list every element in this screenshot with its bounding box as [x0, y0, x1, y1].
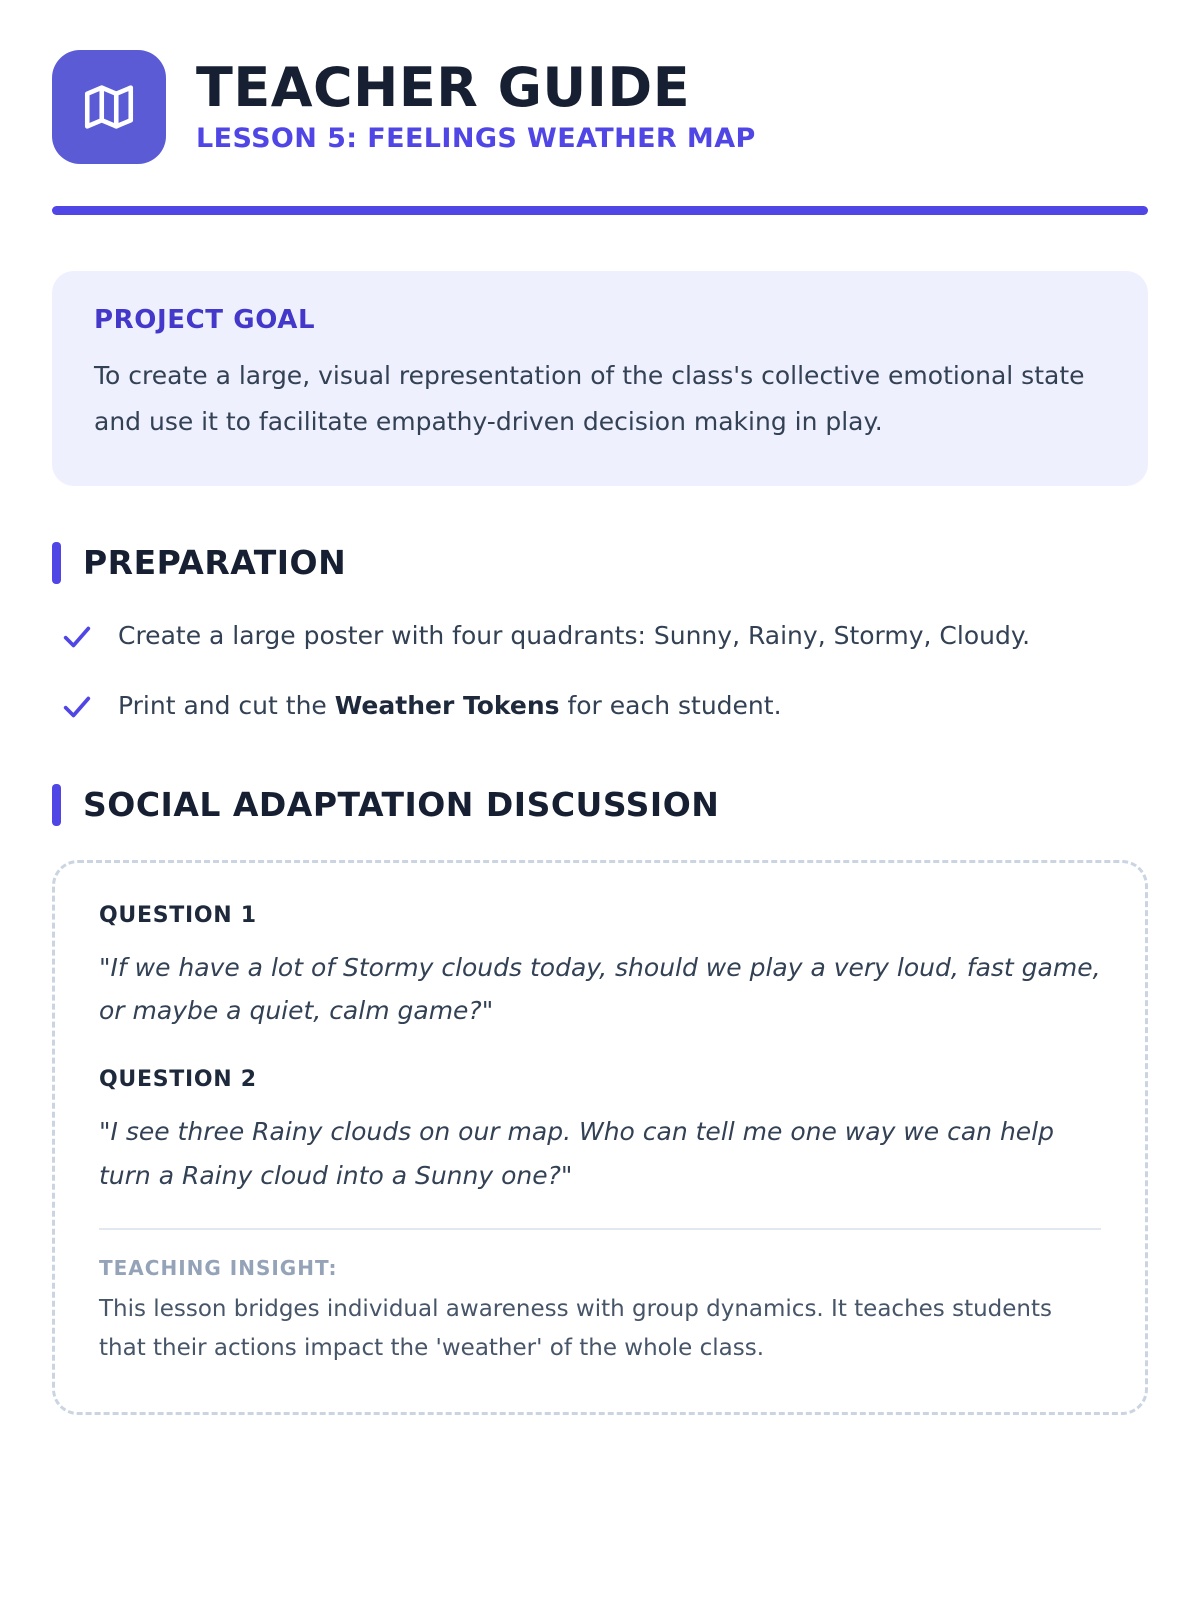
- preparation-item-2-highlight: Weather Tokens: [334, 690, 560, 720]
- discussion-box: [52, 860, 1148, 1415]
- preparation-heading: [52, 542, 1148, 584]
- project-goal-card: [52, 271, 1148, 486]
- logo-badge: [52, 50, 166, 164]
- title-block: [196, 56, 756, 154]
- list-item: [52, 688, 1148, 728]
- check-icon: [60, 620, 94, 658]
- check-icon: [60, 690, 94, 728]
- list-item: [52, 618, 1148, 658]
- page-title: TEACHER GUIDE: [196, 56, 691, 120]
- question-1-label: QUESTION 1: [99, 902, 257, 928]
- discussion-title: SOCIAL ADAPTATION DISCUSSION: [83, 785, 720, 824]
- section-accent-bar: [52, 784, 61, 826]
- teaching-insight-text: This lesson bridges individual awareness with group dynamics. It teaches students that their actions impact the 'weather' of the whole class.: [99, 1295, 1052, 1361]
- project-goal-text: To create a large, visual representation of the class's collective emotional state and use it to facilitate empathy-driven decision making in play.: [94, 361, 1085, 437]
- section-accent-bar: [52, 542, 61, 584]
- page-header: [52, 40, 1148, 164]
- preparation-item-2-prefix: Print and cut the: [118, 690, 335, 720]
- question-2-label: QUESTION 2: [99, 1067, 257, 1092]
- project-goal-label: PROJECT GOAL: [94, 305, 316, 335]
- preparation-item-1-text: Create a large poster with four quadrants: Sunny, Rainy, Stormy, Cloudy.: [118, 620, 1031, 650]
- preparation-title: PREPARATION: [83, 543, 347, 582]
- preparation-item-text: [118, 688, 782, 723]
- preparation-list: [52, 618, 1148, 728]
- question-1-text: "If we have a lot of Stormy clouds today, should we play a very loud, fast game, or maybe a quiet, calm game?": [99, 952, 1101, 1026]
- preparation-item-2-suffix: for each student.: [559, 690, 782, 720]
- map-icon: [80, 78, 138, 136]
- preparation-item-text: [118, 618, 1030, 653]
- header-divider: [52, 206, 1148, 215]
- question-2-text: "I see three Rainy clouds on our map. Who can tell me one way we can help turn a Rainy cloud into a Sunny one?": [99, 1117, 1054, 1190]
- discussion-heading: [52, 784, 1148, 826]
- teaching-insight-label: TEACHING INSIGHT:: [99, 1255, 338, 1280]
- page-subtitle: LESSON 5: FEELINGS WEATHER MAP: [196, 122, 756, 154]
- insight-divider: [99, 1228, 1101, 1230]
